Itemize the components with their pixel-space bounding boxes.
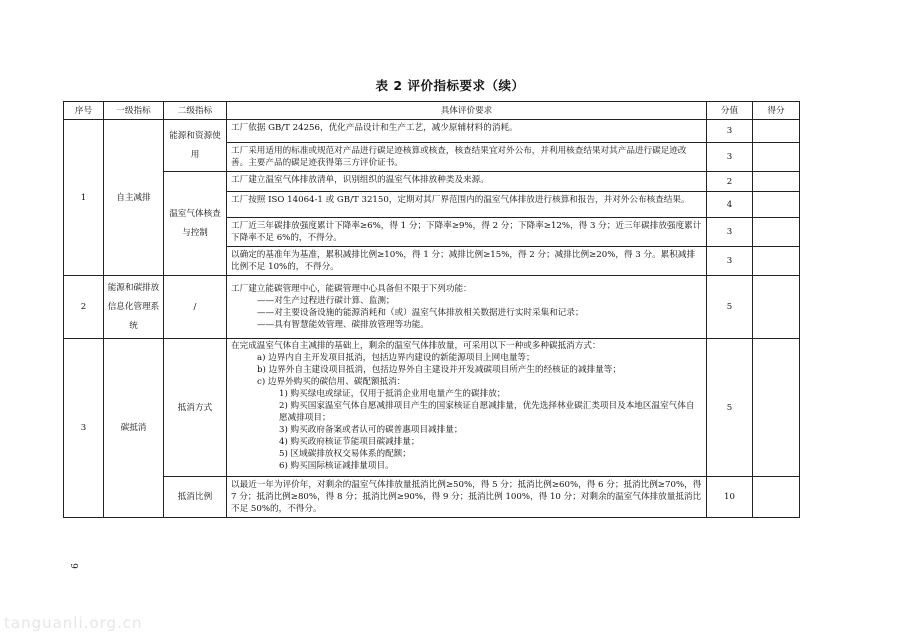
row-number: 1: [64, 120, 104, 276]
requirement-subitem: 4) 购买政府核证节能项目碳减排量；: [279, 437, 420, 447]
secondary-indicator: 抵消方式: [164, 339, 227, 477]
requirement-subitem: 2) 购买国家温室气体自愿减排项目产生的国家核证自愿减排量，优先选择林业碳汇类项目及本地区温室气体自愿减排项目；: [279, 401, 695, 423]
earned-cell[interactable]: [753, 143, 800, 172]
requirement-subitem: 3) 购买政府备案或者认可的碳普惠项目减排量；: [279, 425, 463, 435]
table-row: [64, 339, 800, 477]
requirement-cell: 工厂采用适用的标准或规范对产品进行碳足迹核算或核查，核查结果宜对外公布，并利用核查结果对其产品进行碳足迹改善。主要产品的碳足迹获得第三方评价证书。: [227, 143, 707, 172]
score-cell: 3: [707, 218, 753, 247]
score-cell: 5: [707, 276, 753, 339]
header-earned: 得分: [753, 102, 800, 120]
header-requirement: 具体评价要求: [227, 102, 707, 120]
evaluation-table: [63, 101, 800, 518]
earned-cell[interactable]: [753, 276, 800, 339]
requirement-cell: 工厂按照 ISO 14064-1 或 GB/T 32150，定期对其厂界范围内的温室气体排放进行核算和报告，并对外公布核查结果。: [227, 192, 707, 218]
requirement-cell: [227, 276, 707, 339]
requirement-cell: [227, 339, 707, 477]
row-number: 3: [64, 339, 104, 518]
requirement-cell: 以最近一年为评价年，对剩余的温室气体排放量抵消比例≥50%，得 5 分；抵消比例≥60%，得 6 分；抵消比例≥70%，得 7 分；抵消比例≥80%，得 8 分；抵消比例≥90%，得 9 分；抵消比例 100%，得 10 分；对剩余的温室气体排放量抵消比不足 50%的，不得分。: [227, 477, 707, 518]
score-cell: 3: [707, 143, 753, 172]
requirement-item: b) 边界外自主建设项目抵消，包括边界外自主建设并开发减碳项目所产生的经核证的减排量等；: [257, 365, 621, 375]
table-title: 表 2 评价指标要求（续）: [375, 78, 525, 93]
score-cell: 10: [707, 477, 753, 518]
earned-cell[interactable]: [753, 339, 800, 477]
row-number: 2: [64, 276, 104, 339]
secondary-indicator: 温室气体核查与控制: [164, 172, 227, 276]
table-row: [64, 477, 800, 518]
score-cell: 2: [707, 172, 753, 192]
requirement-subitem: 6) 购买国际核证减排量项目。: [279, 461, 394, 471]
header-secondary: 二级指标: [164, 102, 227, 120]
primary-indicator: 碳抵消: [104, 339, 164, 518]
secondary-indicator: 能源和资源使用: [164, 120, 227, 172]
score-cell: 3: [707, 120, 753, 143]
earned-cell[interactable]: [753, 120, 800, 143]
requirement-cell: 以确定的基准年为基准，累积减排比例≥10%，得 1 分；减排比例≥15%，得 2 分；减排比例≥20%，得 3 分。累积减排比例不足 10%的，不得分。: [227, 247, 707, 276]
table-row: [64, 172, 800, 192]
earned-cell[interactable]: [753, 192, 800, 218]
secondary-indicator: 抵消比例: [164, 477, 227, 518]
score-cell: 3: [707, 247, 753, 276]
requirement-subitem: 1) 购买绿电或绿证，仅用于抵消企业用电量产生的碳排放；: [279, 389, 506, 399]
requirement-subitem: 5) 区域碳排放权交易体系的配额；: [279, 449, 411, 459]
earned-cell[interactable]: [753, 477, 800, 518]
requirement-item: ——对主要设备设施的能源消耗和（或）温室气体排放相关数据进行实时采集和记录；: [257, 308, 584, 318]
earned-cell[interactable]: [753, 218, 800, 247]
score-cell: 5: [707, 339, 753, 477]
page-number: 9: [67, 563, 78, 569]
requirement-cell: 工厂建立温室气体排放清单，识别组织的温室气体排放种类及来源。: [227, 172, 707, 192]
header-primary: 一级指标: [104, 102, 164, 120]
requirement-intro: 工厂建立能碳管理中心，能碳管理中心具备但不限于下列功能：: [231, 284, 472, 294]
earned-cell[interactable]: [753, 172, 800, 192]
requirement-item: ——具有智慧能效管理、碳排放管理等功能。: [257, 320, 429, 330]
requirement-item: ——对生产过程进行碳计算、监测；: [257, 296, 395, 306]
requirement-item: c) 边界外购买的碳信用、碳配额抵消：: [257, 377, 406, 387]
header-score: 分值: [707, 102, 753, 120]
requirement-cell: 工厂近三年碳排放强度累计下降率≥6%，得 1 分；下降率≥9%，得 2 分；下降率≥12%，得 3 分；近三年碳排放强度累计下降率不足 6%的，不得分。: [227, 218, 707, 247]
table-header-row: [64, 102, 800, 120]
secondary-indicator: /: [164, 276, 227, 339]
primary-indicator: 自主减排: [104, 120, 164, 276]
requirement-cell: 工厂依据 GB/T 24256，优化产品设计和生产工艺，减少原辅材料的消耗。: [227, 120, 707, 143]
table-row: [64, 276, 800, 339]
earned-cell[interactable]: [753, 247, 800, 276]
requirement-item: a) 边界内自主开发项目抵消，包括边界内建设的新能源项目上网电量等；: [257, 353, 535, 363]
score-cell: 4: [707, 192, 753, 218]
requirement-intro: 在完成温室气体自主减排的基础上，剩余的温室气体排放量，可采用以下一种或多种碳抵消方式：: [231, 341, 601, 351]
table-row: [64, 120, 800, 143]
header-no: 序号: [64, 102, 104, 120]
watermark: tanguanli.org.cn: [4, 614, 143, 632]
primary-indicator: 能源和碳排放信息化管理系统: [104, 276, 164, 339]
